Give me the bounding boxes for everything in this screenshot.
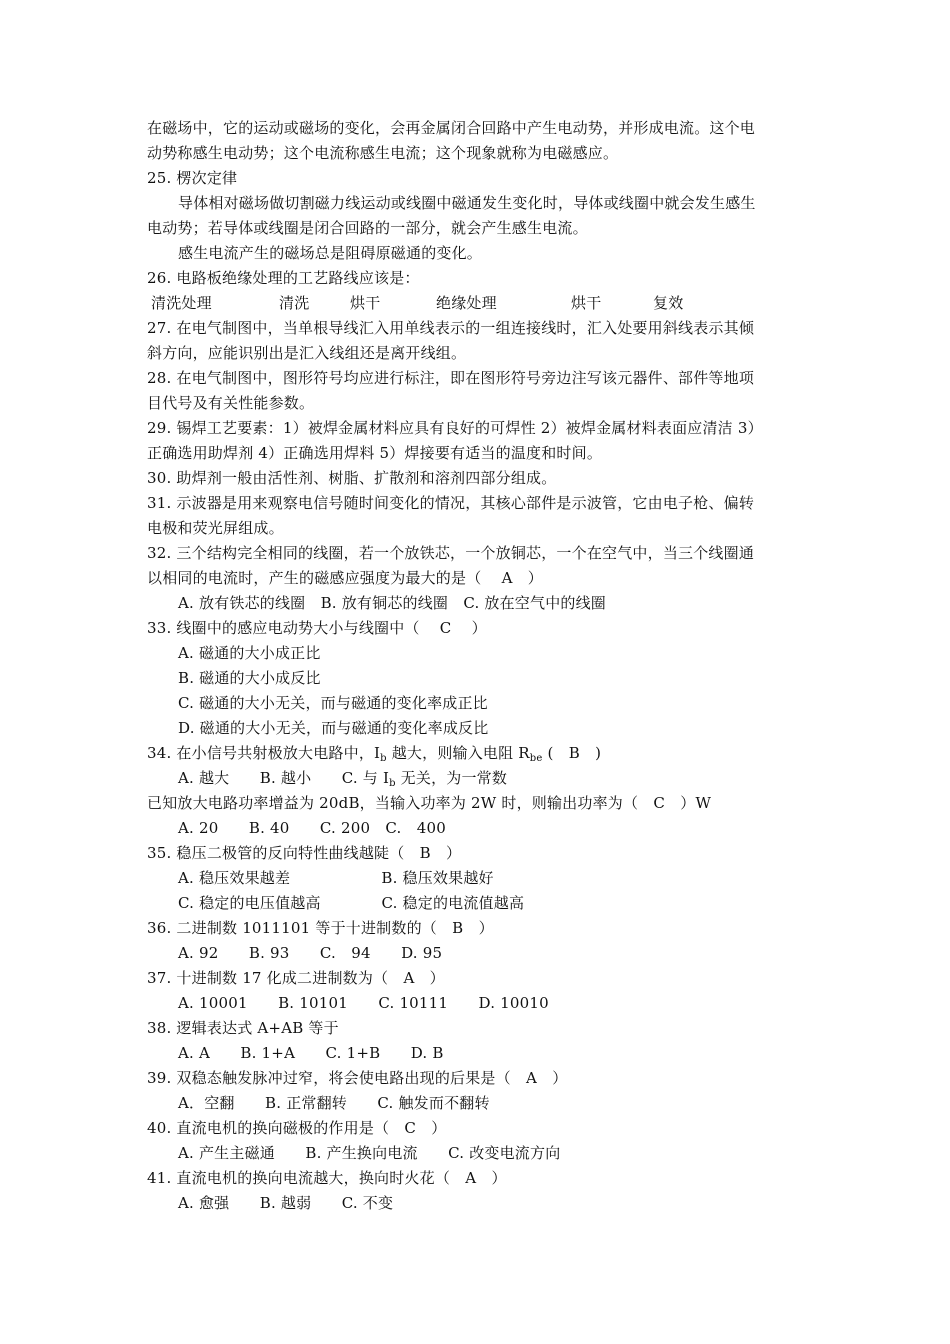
option-text: 无关，为一常数 <box>395 769 508 787</box>
item-text: 29. 锡焊工艺要素：1）被焊金属材料应具有良好的可焊性 2）被焊金属材料表面应清洁 3） <box>147 419 763 437</box>
process-step: 清洗处理 <box>151 294 212 312</box>
process-step: 清洗 <box>279 294 310 312</box>
text-line: 斜方向，应能识别出是汇入线组还是离开线组。 <box>147 344 467 362</box>
q34-text: 越大，则输入电阻 R <box>386 744 530 762</box>
question-38: 38. 逻辑表达式 A+AB 等于 <box>147 1019 339 1037</box>
item-text: 28. 在电气制图中，图形符号均应进行标注，即在图形符号旁边注写该元器件、部件等地项 <box>147 369 755 387</box>
question-39: 39. 双稳态触发脉冲过窄，将会使电路出现的后果是（ A ） <box>147 1069 568 1087</box>
subscript: b <box>389 778 396 789</box>
text-line: 目代号及有关性能参数。 <box>147 394 315 412</box>
process-step: 烘干 <box>571 294 602 312</box>
answer-options: A. A B. 1+A C. 1+B D. B <box>178 1044 444 1062</box>
answer-option: A. 磁通的大小成正比 <box>178 644 321 662</box>
answer-options: A. 产生主磁通 B. 产生换向电流 C. 改变电流方向 <box>178 1144 561 1162</box>
question-35: 35. 稳压二极管的反向特性曲线越陡（ B ） <box>147 844 462 862</box>
option-text: A. 越大 B. 越小 C. 与 I <box>178 769 390 787</box>
item-text: 31. 示波器是用来观察电信号随时间变化的情况，其核心部件是示波管，它由电子枪、偏转 <box>147 494 755 512</box>
text-line: 电极和荧光屏组成。 <box>147 519 284 537</box>
q34-text: 34. 在小信号共射极放大电路中，I <box>147 744 381 762</box>
text-line: 导体相对磁场做切割磁力线运动或线圈中磁通发生变化时，导体或线圈中就会发生感生 <box>178 194 756 212</box>
q34-text: ( B ) <box>542 744 602 762</box>
answer-options: A．空翻 B. 正常翻转 C. 触发而不翻转 <box>178 1094 490 1112</box>
answer-options: A. 稳压效果越差 B. 稳压效果越好 <box>178 869 494 887</box>
question-41: 41. 直流电机的换向电流越大，换向时火花（ A ） <box>147 1169 507 1187</box>
text-line: 以相同的电流时，产生的磁感应强度为最大的是（ A ） <box>147 569 544 587</box>
answer-option: C. 磁通的大小无关，而与磁通的变化率成正比 <box>178 694 488 712</box>
item-heading: 25. 楞次定律 <box>147 169 238 187</box>
text-line: 电动势；若导体或线圈是闭合回路的一部分，就会产生感生电流。 <box>147 219 588 237</box>
subscript: b <box>380 753 387 764</box>
question-33: 33. 线圈中的感应电动势大小与线圈中（ C ） <box>147 619 487 637</box>
question-40: 40. 直流电机的换向磁极的作用是（ C ） <box>147 1119 447 1137</box>
answer-options <box>178 768 507 788</box>
answer-option: D. 磁通的大小无关，而与磁通的变化率成反比 <box>178 719 489 737</box>
answer-options: A. 10001 B. 10101 C. 10111 D. 10010 <box>178 994 549 1012</box>
text-line: 正确选用助焊剂 4）正确选用焊料 5）焊接要有适当的温度和时间。 <box>147 444 603 462</box>
answer-options: A. 92 B. 93 C. 94 D. 95 <box>178 944 443 962</box>
subscript: be <box>529 753 543 764</box>
process-step: 复效 <box>653 294 684 312</box>
item-text: 27. 在电气制图中，当单根导线汇入用单线表示的一组连接线时，汇入处要用斜线表示其倾 <box>147 319 755 337</box>
question-34 <box>147 743 601 763</box>
question-power-gain: 已知放大电路功率增益为 20dB，当输入功率为 2W 时，则输出功率为（ C ）W <box>147 794 712 812</box>
question-36: 36. 二进制数 1011101 等于十进制数的（ B ） <box>147 919 494 937</box>
answer-options: A. 愈强 B. 越弱 C. 不变 <box>178 1194 394 1212</box>
answer-options: A. 20 B. 40 C. 200 C. 400 <box>178 819 446 837</box>
answer-option: B. 磁通的大小成反比 <box>178 669 321 687</box>
item-heading: 26. 电路板绝缘处理的工艺路线应该是： <box>147 269 420 287</box>
text-line: 感生电流产生的磁场总是阻碍原磁通的变化。 <box>178 244 483 262</box>
answer-options: A. 放有铁芯的线圈 B. 放有铜芯的线圈 C. 放在空气中的线圈 <box>178 594 607 612</box>
text-line: 动势称感生电动势；这个电流称感生电流；这个现象就称为电磁感应。 <box>147 144 619 162</box>
process-step: 烘干 <box>350 294 381 312</box>
item-text: 30. 助焊剂一般由活性剂、树脂、扩散剂和溶剂四部分组成。 <box>147 469 557 487</box>
question-32: 32. 三个结构完全相同的线圈，若一个放铁芯，一个放铜芯，一个在空气中，当三个线圈通 <box>147 544 755 562</box>
text-line: 在磁场中，它的运动或磁场的变化，会再金属闭合回路中产生电动势，并形成电流。这个电 <box>147 119 756 137</box>
question-37: 37. 十进制数 17 化成二进制数为（ A ） <box>147 969 445 987</box>
answer-options: C. 稳定的电压值越高 C. 稳定的电流值越高 <box>178 894 525 912</box>
process-route <box>151 293 683 313</box>
process-step: 绝缘处理 <box>436 294 497 312</box>
